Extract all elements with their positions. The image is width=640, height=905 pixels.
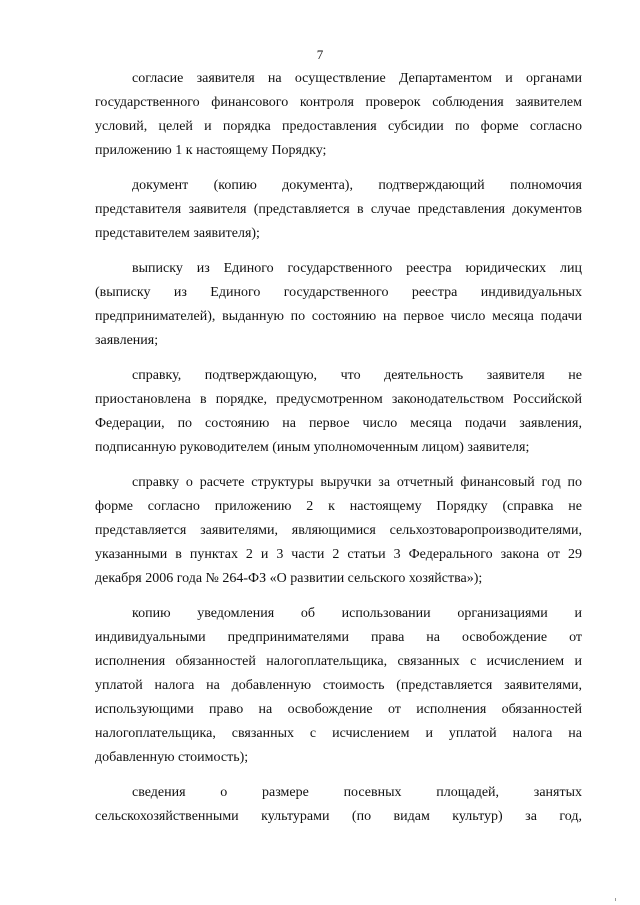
text-line: заявления; (95, 333, 159, 348)
text-line: согласие заявителя на осуществление Департаментом и органами (132, 71, 582, 86)
text-line: добавленную стоимость); (95, 750, 249, 765)
text-line: выписку из Единого государственного реестра юридических лиц (132, 261, 582, 276)
scan-mark (615, 898, 616, 901)
text-line: представителя заявителя (представляется в случае представления документов (95, 202, 582, 217)
paragraph-activity-certificate (95, 364, 582, 460)
text-line: форме согласно приложению 2 к настоящему Порядку (справка не (95, 499, 582, 514)
paragraph-revenue-structure (95, 471, 582, 591)
text-line: справку о расчете структуры выручки за отчетный финансовый год по (132, 475, 582, 490)
text-line: указанными в пунктах 2 и 3 части 2 статьи 3 Федерального закона от 29 (95, 547, 582, 562)
text-line: условий, целей и порядка предоставления субсидии по форме согласно (95, 119, 582, 134)
text-line: использующими право на освобождение от исполнения обязанностей (95, 702, 582, 717)
document-body (95, 67, 582, 840)
text-line: сведения о размере посевных площадей, занятых (132, 785, 582, 800)
text-line: копию уведомления об использовании организациями и (132, 606, 582, 621)
paragraph-registry-extract (95, 257, 582, 353)
paragraph-representative-document (95, 174, 582, 246)
text-line: приложению 1 к настоящему Порядку; (95, 143, 327, 158)
text-line: представляется заявителями, являющимися сельхозтоваропроизводителями, (95, 523, 582, 538)
text-line: (выписку из Единого государственного реестра индивидуальных (95, 285, 582, 300)
text-line: предпринимателей), выданную по состоянию на первое число месяца подачи (95, 309, 582, 324)
text-line: подписанную руководителем (иным уполномоченным лицом) заявителя; (95, 440, 530, 455)
text-line: представителем заявителя); (95, 226, 260, 241)
text-line: исполнения обязанностей налогоплательщика, связанных с исчислением и (95, 654, 582, 669)
text-line: документ (копию документа), подтверждающий полномочия (132, 178, 582, 193)
paragraph-consent (95, 67, 582, 163)
text-line: Федерации, по состоянию на первое число месяца подачи заявления, (95, 416, 582, 431)
text-line: государственного финансового контроля проверок соблюдения заявителем (95, 95, 582, 110)
paragraph-sown-areas (95, 781, 582, 829)
text-line: уплатой налога на добавленную стоимость (представляется заявителями, (95, 678, 582, 693)
paragraph-vat-exemption (95, 602, 582, 770)
text-line: сельскохозяйственными культурами (по видам культур) за год, (95, 809, 582, 824)
text-line: налогоплательщика, связанных с исчислением и уплатой налога на (95, 726, 582, 741)
text-line: индивидуальными предпринимателями права на освобождение от (95, 630, 582, 645)
text-line: приостановлена в порядке, предусмотренном законодательством Российской (95, 392, 582, 407)
text-line: справку, подтверждающую, что деятельность заявителя не (132, 368, 582, 383)
page-number: 7 (316, 47, 324, 62)
text-line: декабря 2006 года № 264-ФЗ «О развитии сельского хозяйства»); (95, 571, 483, 586)
